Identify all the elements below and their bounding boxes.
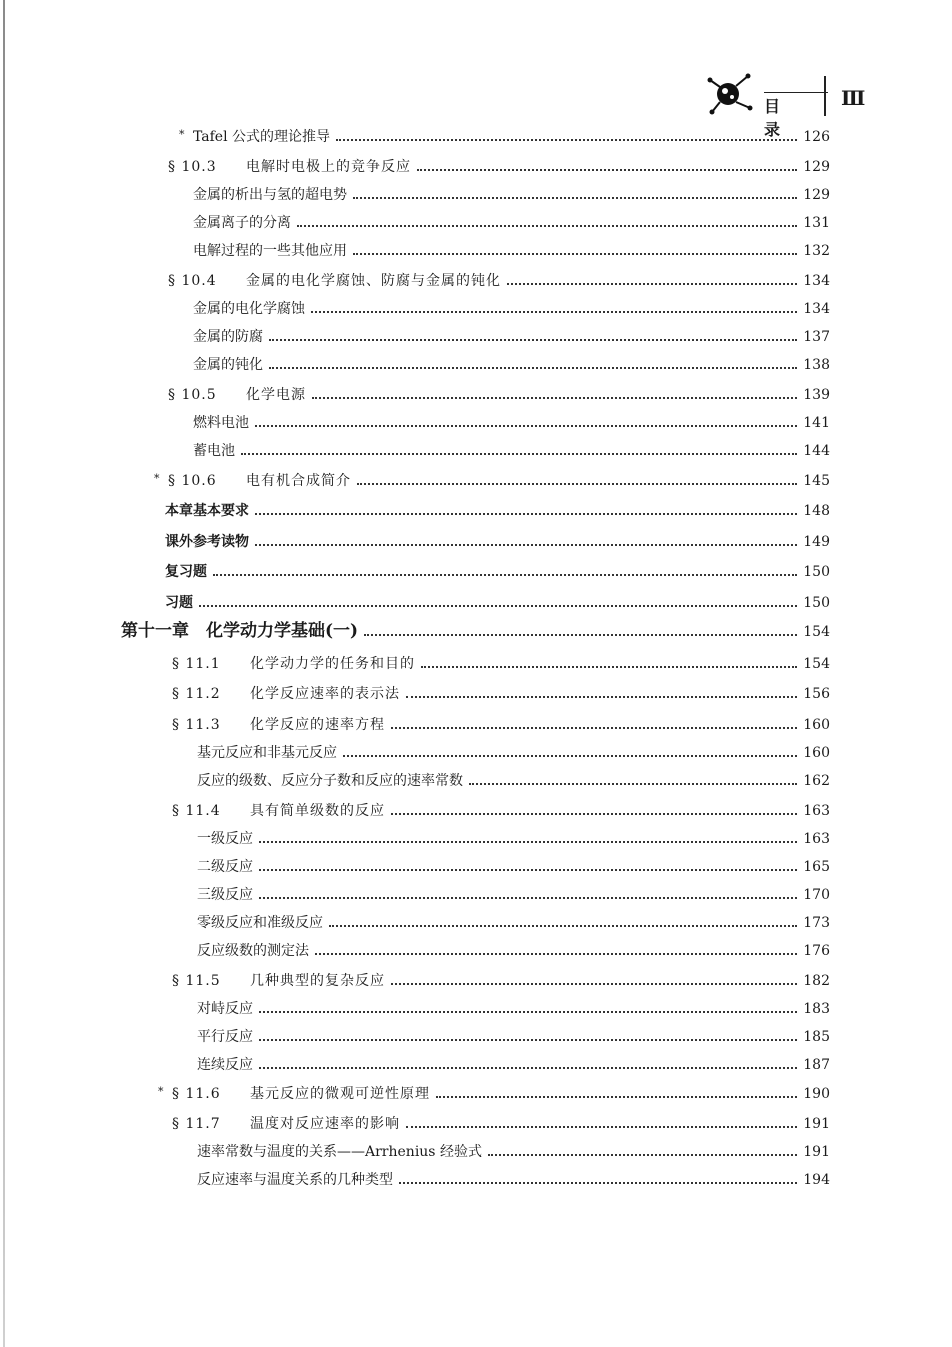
- toc-entry: [193, 242, 830, 260]
- entry-title: 反应的级数、反应分子数和反应的速率常数: [197, 773, 463, 789]
- entry-page-number: 173: [803, 915, 830, 931]
- entry-title: 对峙反应: [197, 1001, 253, 1017]
- toc-entry: [165, 533, 830, 551]
- entry-title: 二级反应: [197, 859, 253, 875]
- entry-page-number: 183: [803, 1001, 830, 1017]
- entry-page-number: 134: [803, 301, 830, 317]
- dot-leader: [259, 887, 797, 899]
- entry-title: 基元反应和非基元反应: [197, 745, 337, 761]
- entry-page-number: 190: [803, 1086, 830, 1102]
- dot-leader: [213, 564, 797, 576]
- entry-page-number: 138: [803, 357, 830, 373]
- dot-leader: [391, 973, 797, 985]
- toc-entry: [197, 1143, 830, 1161]
- chapter-entry: [121, 621, 830, 642]
- section-number: § 10.6: [168, 473, 217, 489]
- entry-page-number: 144: [803, 443, 830, 459]
- toc-entry: [197, 1028, 830, 1046]
- entry-page-number: 156: [803, 686, 830, 702]
- entry-title: 连续反应: [197, 1057, 253, 1073]
- entry-page-number: 137: [803, 329, 830, 345]
- entry-title: 化学电源: [246, 387, 306, 403]
- dot-leader: [406, 686, 797, 698]
- entry-page-number: 165: [803, 859, 830, 875]
- dot-leader: [255, 534, 797, 546]
- section-entry: [168, 386, 830, 404]
- entry-title: 电解时电极上的竞争反应: [246, 159, 411, 175]
- section-entry: [172, 972, 830, 990]
- dot-leader: [269, 329, 797, 341]
- toc-entry: [197, 830, 830, 848]
- optional-marker: *: [154, 472, 160, 485]
- dot-leader: [255, 415, 797, 427]
- section-entry: [168, 272, 830, 290]
- toc-entry: [193, 356, 830, 374]
- entry-title: 化学反应速率的表示法: [250, 686, 400, 702]
- entry-title: 金属的钝化: [193, 357, 263, 373]
- dot-leader: [297, 215, 797, 227]
- toc-entry: [197, 744, 830, 762]
- dot-leader: [391, 717, 797, 729]
- dot-leader: [259, 859, 797, 871]
- entry-title: 电有机合成简介: [246, 473, 351, 489]
- toc-entry: [193, 442, 830, 460]
- entry-page-number: 129: [803, 159, 830, 175]
- section-entry: [168, 158, 830, 176]
- entry-page-number: 182: [803, 973, 830, 989]
- entry-title: 习题: [165, 595, 193, 611]
- dot-leader: [269, 357, 797, 369]
- section-number: § 11.2: [172, 686, 221, 702]
- dot-leader: [315, 943, 797, 955]
- entry-title: 燃料电池: [193, 415, 249, 431]
- toc-entry: [197, 858, 830, 876]
- section-number: § 11.5: [172, 973, 221, 989]
- section-number: § 11.4: [172, 803, 221, 819]
- entry-page-number: 132: [803, 243, 830, 259]
- entry-title: 基元反应的微观可逆性原理: [250, 1086, 430, 1102]
- toc-entry: [197, 1000, 830, 1018]
- entry-title: 蓄电池: [193, 443, 235, 459]
- dot-leader: [507, 273, 797, 285]
- entry-page-number: 154: [803, 656, 830, 672]
- dot-leader: [241, 443, 797, 455]
- section-number: § 11.6: [172, 1086, 221, 1102]
- optional-marker: *: [158, 1085, 164, 1098]
- entry-page-number: 185: [803, 1029, 830, 1045]
- dot-leader: [399, 1172, 797, 1184]
- entry-title: 金属的防腐: [193, 329, 263, 345]
- dot-leader: [364, 624, 797, 636]
- entry-page-number: 162: [803, 773, 830, 789]
- entry-page-number: 191: [803, 1144, 830, 1160]
- section-entry: [154, 472, 830, 490]
- entry-page-number: 150: [803, 595, 830, 611]
- entry-title: 复习题: [165, 564, 207, 580]
- entry-page-number: 150: [803, 564, 830, 580]
- entry-title: 几种典型的复杂反应: [250, 973, 385, 989]
- entry-page-number: 154: [803, 624, 830, 640]
- entry-title: 一级反应: [197, 831, 253, 847]
- entry-title: 课外参考读物: [165, 534, 249, 550]
- entry-page-number: 163: [803, 803, 830, 819]
- section-entry: [158, 1085, 830, 1103]
- entry-title: 反应级数的测定法: [197, 943, 309, 959]
- dot-leader: [336, 129, 797, 141]
- dot-leader: [199, 595, 797, 607]
- dot-leader: [421, 656, 797, 668]
- entry-page-number: 141: [803, 415, 830, 431]
- entry-title: 零级反应和准级反应: [197, 915, 323, 931]
- section-number: § 11.3: [172, 717, 221, 733]
- toc-entry: [197, 772, 830, 790]
- toc-entry: [193, 414, 830, 432]
- entry-title: 三级反应: [197, 887, 253, 903]
- dot-leader: [488, 1144, 797, 1156]
- entry-title: 金属离子的分离: [193, 215, 291, 231]
- entry-page-number: 149: [803, 534, 830, 550]
- dot-leader: [417, 159, 797, 171]
- entry-page-number: 148: [803, 503, 830, 519]
- dot-leader: [357, 473, 797, 485]
- entry-title: 第十一章 化学动力学基础(一): [121, 621, 359, 641]
- toc-entry: [197, 886, 830, 904]
- section-entry: [172, 1115, 830, 1133]
- toc-entry: [193, 300, 830, 318]
- toc-entry: [197, 914, 830, 932]
- entry-page-number: 126: [803, 129, 830, 145]
- header-title: 目 录: [764, 92, 828, 140]
- entry-page-number: 145: [803, 473, 830, 489]
- dot-leader: [259, 1029, 797, 1041]
- toc-entry: [179, 128, 830, 146]
- dot-leader: [469, 773, 797, 785]
- entry-page-number: 187: [803, 1057, 830, 1073]
- entry-title: 平行反应: [197, 1029, 253, 1045]
- section-entry: [172, 655, 830, 673]
- entry-page-number: 170: [803, 887, 830, 903]
- page-number: Ⅲ: [841, 86, 867, 110]
- toc-entry: [197, 1171, 830, 1189]
- toc-entry: [165, 594, 830, 612]
- dot-leader: [259, 831, 797, 843]
- section-number: § 10.3: [168, 159, 217, 175]
- section-entry: [172, 685, 830, 703]
- section-number: § 10.4: [168, 273, 217, 289]
- entry-page-number: 163: [803, 831, 830, 847]
- entry-title: 反应速率与温度关系的几种类型: [197, 1172, 393, 1188]
- entry-page-number: 176: [803, 943, 830, 959]
- dot-leader: [255, 503, 797, 515]
- toc-entry: [197, 1056, 830, 1074]
- entry-page-number: 129: [803, 187, 830, 203]
- section-number: § 11.7: [172, 1116, 221, 1132]
- toc-entry: [165, 563, 830, 581]
- entry-page-number: 191: [803, 1116, 830, 1132]
- entry-title: 化学反应的速率方程: [250, 717, 385, 733]
- entry-page-number: 131: [803, 215, 830, 231]
- section-number: § 11.1: [172, 656, 221, 672]
- section-entry: [172, 716, 830, 734]
- dot-leader: [391, 803, 797, 815]
- entry-title: 电解过程的一些其他应用: [193, 243, 347, 259]
- dot-leader: [259, 1057, 797, 1069]
- entry-page-number: 139: [803, 387, 830, 403]
- entry-page-number: 160: [803, 745, 830, 761]
- dot-leader: [259, 1001, 797, 1013]
- entry-title: 温度对反应速率的影响: [250, 1116, 400, 1132]
- entry-title: 具有简单级数的反应: [250, 803, 385, 819]
- toc-entry: [193, 186, 830, 204]
- entry-title: 金属的电化学腐蚀、防腐与金属的钝化: [246, 273, 501, 289]
- toc-entry: [165, 502, 830, 520]
- dot-leader: [436, 1086, 797, 1098]
- dot-leader: [312, 387, 797, 399]
- entry-page-number: 160: [803, 717, 830, 733]
- section-number: § 10.5: [168, 387, 217, 403]
- entry-title: 金属的电化学腐蚀: [193, 301, 305, 317]
- toc-entry: [197, 942, 830, 960]
- toc-entry: [193, 214, 830, 232]
- toc-entry: [193, 328, 830, 346]
- section-entry: [172, 802, 830, 820]
- entry-title: 速率常数与温度的关系——Arrhenius 经验式: [197, 1144, 482, 1160]
- dot-leader: [329, 915, 797, 927]
- dot-leader: [343, 745, 797, 757]
- dot-leader: [406, 1116, 797, 1128]
- entry-page-number: 194: [803, 1172, 830, 1188]
- dot-leader: [311, 301, 797, 313]
- entry-title: 化学动力学的任务和目的: [250, 656, 415, 672]
- entry-page-number: 134: [803, 273, 830, 289]
- entry-title: 金属的析出与氢的超电势: [193, 187, 347, 203]
- dot-leader: [353, 187, 797, 199]
- entry-title: 本章基本要求: [165, 503, 249, 519]
- optional-marker: *: [179, 128, 185, 141]
- entry-title: Tafel 公式的理论推导: [193, 129, 330, 145]
- dot-leader: [353, 243, 797, 255]
